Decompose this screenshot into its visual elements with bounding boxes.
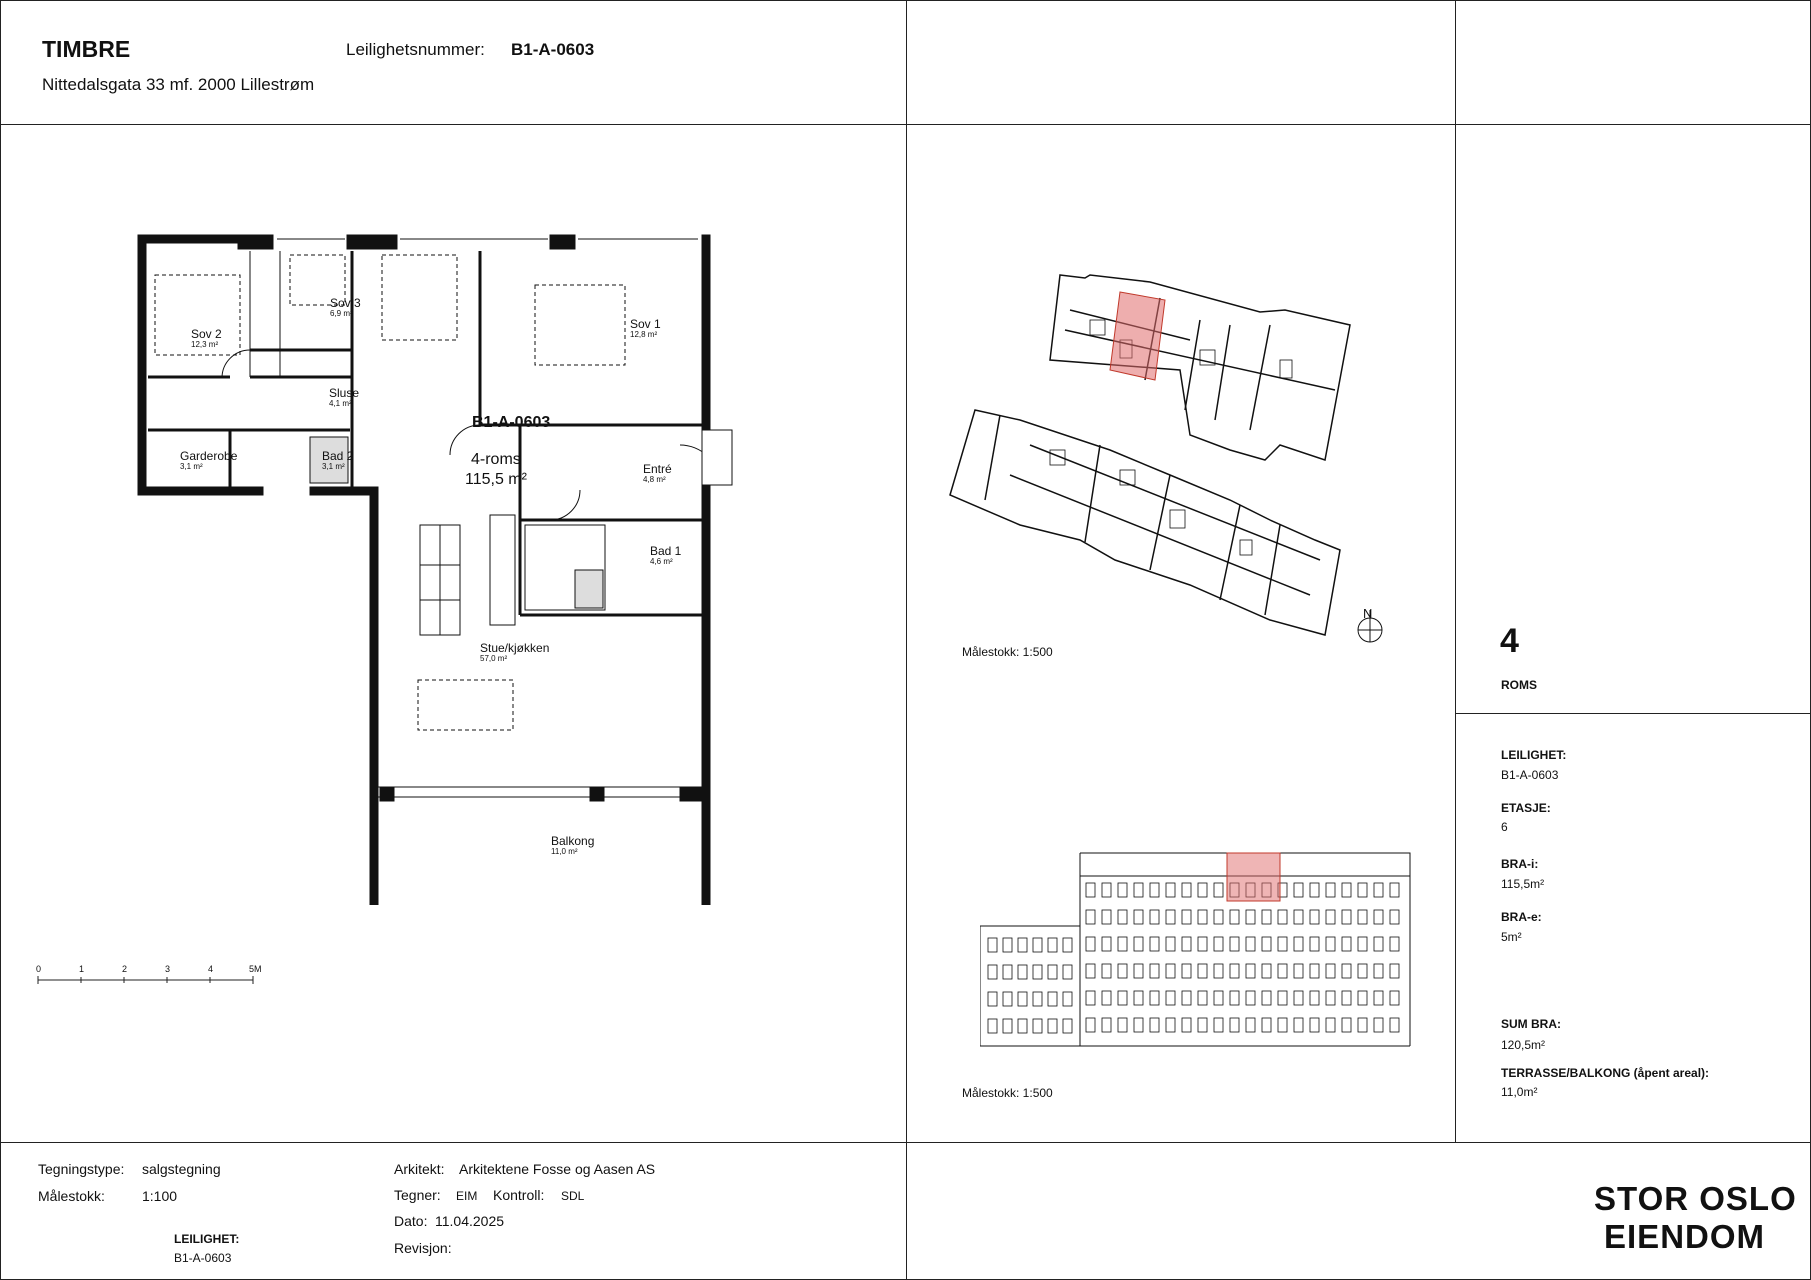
header-col-divider-2 xyxy=(1455,0,1456,124)
facade-window xyxy=(1390,883,1399,897)
scale-bar xyxy=(30,960,270,990)
footer-arkitekt-label: Arkitekt: xyxy=(394,1161,445,1177)
facade-window xyxy=(1342,964,1351,978)
unit-number: B1-A-0603 xyxy=(511,40,595,59)
facade-window xyxy=(1294,1018,1303,1032)
facade-window xyxy=(1230,910,1239,924)
facade-window xyxy=(1358,991,1367,1005)
facade-window xyxy=(1198,991,1207,1005)
facade-window xyxy=(1214,964,1223,978)
facade-window xyxy=(1166,910,1175,924)
facade-window xyxy=(988,965,997,979)
summary-sum-bra-label: SUM BRA: xyxy=(1501,1017,1561,1031)
facade-window xyxy=(1278,964,1287,978)
room-stue-kjokken xyxy=(480,642,549,664)
unit-number-label: Leilighetsnummer: xyxy=(346,40,485,59)
scale-tick-1: 1 xyxy=(79,964,85,974)
footer-kontroll-value: SDL xyxy=(561,1189,585,1203)
room-name: Garderobe xyxy=(180,449,238,463)
north-label: N xyxy=(1363,606,1373,621)
room-name: Sluse xyxy=(329,386,360,400)
facade-window xyxy=(1278,991,1287,1005)
facade-window xyxy=(988,992,997,1006)
facade-window xyxy=(1390,910,1399,924)
facade-window xyxy=(1134,910,1143,924)
facade-window xyxy=(1118,937,1127,951)
room-name: Sov 2 xyxy=(191,327,222,341)
facade-window xyxy=(1198,937,1207,951)
facade-window xyxy=(1390,937,1399,951)
facade-window xyxy=(1118,910,1127,924)
summary-etasje-value: 6 xyxy=(1501,820,1508,834)
facade-window xyxy=(1102,937,1111,951)
summary-leilighet-value: B1-A-0603 xyxy=(1501,768,1559,782)
facade-window xyxy=(1358,937,1367,951)
plan-unit-label: B1-A-0603 xyxy=(472,414,551,431)
plan-unit-type: 4-roms xyxy=(471,451,521,468)
facade-window xyxy=(1048,992,1057,1006)
facade-window xyxy=(1214,883,1223,897)
facade-window xyxy=(1118,964,1127,978)
facade-window xyxy=(1294,964,1303,978)
room-sov-1 xyxy=(630,318,661,340)
facade-window xyxy=(1150,937,1159,951)
facade-window xyxy=(1342,910,1351,924)
facade-window xyxy=(1358,964,1367,978)
summary-bra-e-label: BRA-e: xyxy=(1501,910,1542,924)
room-name: Bad 2 xyxy=(322,449,354,463)
facade-window xyxy=(1310,964,1319,978)
facade-window xyxy=(1048,1019,1057,1033)
room-entre xyxy=(643,463,672,485)
facade-window xyxy=(1198,964,1207,978)
facade-window xyxy=(1134,937,1143,951)
plan-unit-area: 115,5 m² xyxy=(465,471,527,488)
summary-bra-e-value: 5m² xyxy=(1501,930,1522,944)
facade-window xyxy=(1214,1018,1223,1032)
facade-window xyxy=(1150,991,1159,1005)
summary-terrasse-label: TERRASSE/BALKONG (åpent areal): xyxy=(1501,1066,1710,1080)
scale-tick-0: 0 xyxy=(36,964,42,974)
facade-window xyxy=(1310,910,1319,924)
rooms-label: ROMS xyxy=(1501,678,1537,692)
facade-window xyxy=(1063,992,1072,1006)
room-bad-1 xyxy=(650,545,681,567)
footer-dato-label: Dato: xyxy=(394,1213,428,1229)
facade-window xyxy=(1262,910,1271,924)
facade-window xyxy=(1166,991,1175,1005)
room-area: 3,1 m² xyxy=(180,462,203,472)
footer-malestokk-label: Målestokk: xyxy=(38,1188,105,1204)
facade-window xyxy=(1342,883,1351,897)
facade-window xyxy=(1326,883,1335,897)
facade-window xyxy=(1048,938,1057,952)
facade-window xyxy=(1390,964,1399,978)
facade-window xyxy=(1086,910,1095,924)
footer-dato-value: 11.04.2025 xyxy=(435,1213,505,1229)
plan-divider xyxy=(906,124,907,1142)
scale-tick-2: 2 xyxy=(122,964,128,974)
facade-window xyxy=(1086,937,1095,951)
facade-window xyxy=(1326,964,1335,978)
facade-window xyxy=(1063,938,1072,952)
facade-window xyxy=(1102,964,1111,978)
facade-window xyxy=(1278,937,1287,951)
facade-scale: Målestokk: 1:500 xyxy=(962,1086,1053,1100)
scale-tick-3: 3 xyxy=(165,964,171,974)
room-name: Balkong xyxy=(551,834,595,848)
footer-col-divider xyxy=(906,1142,907,1280)
facade-window xyxy=(1310,883,1319,897)
facade-window xyxy=(1086,1018,1095,1032)
facade-window xyxy=(1326,991,1335,1005)
facade-window xyxy=(1166,964,1175,978)
facade-window xyxy=(1018,965,1027,979)
facade-window xyxy=(1150,883,1159,897)
facade-window xyxy=(1278,910,1287,924)
room-garderobe xyxy=(180,450,237,472)
facade-window xyxy=(1102,883,1111,897)
facade-window xyxy=(1294,883,1303,897)
facade-window xyxy=(1374,1018,1383,1032)
facade-window xyxy=(1134,964,1143,978)
facade-window xyxy=(1262,1018,1271,1032)
facade-window xyxy=(1018,992,1027,1006)
facade-window xyxy=(1102,910,1111,924)
facade-window xyxy=(1342,937,1351,951)
facade-window xyxy=(1134,991,1143,1005)
facade-window xyxy=(1033,992,1042,1006)
facade-window xyxy=(1262,937,1271,951)
footer-tegningstype-label: Tegningstype: xyxy=(38,1161,125,1177)
facade-window xyxy=(1358,883,1367,897)
footer-tegner-value: EIM xyxy=(456,1189,478,1203)
header-col-divider-1 xyxy=(906,0,907,124)
room-area: 12,3 m² xyxy=(191,340,219,350)
facade-window xyxy=(1326,937,1335,951)
facade-window xyxy=(1374,937,1383,951)
facade-window xyxy=(1086,883,1095,897)
summary-bra-i-value: 115,5m² xyxy=(1501,877,1545,891)
facade-window xyxy=(1246,991,1255,1005)
footer-tegningstype-value: salgstegning xyxy=(142,1161,221,1177)
project-title: TIMBRE xyxy=(42,36,131,62)
facade-window xyxy=(1048,965,1057,979)
footer-revisjon-label: Revisjon: xyxy=(394,1240,452,1256)
facade-window xyxy=(1262,991,1271,1005)
room-balkong xyxy=(551,835,594,857)
facade-window xyxy=(1166,883,1175,897)
facade-window xyxy=(1214,991,1223,1005)
facade-window xyxy=(1294,937,1303,951)
scale-tick-4: 4 xyxy=(208,964,214,974)
facade-window xyxy=(1278,1018,1287,1032)
summary-sum-bra-value: 120,5m² xyxy=(1501,1038,1546,1052)
facade-window xyxy=(1182,1018,1191,1032)
facade-window xyxy=(1033,1019,1042,1033)
footer-malestokk-value: 1:100 xyxy=(142,1188,178,1204)
room-area: 4,6 m² xyxy=(650,557,673,567)
facade-window xyxy=(1182,991,1191,1005)
facade-window xyxy=(1230,937,1239,951)
facade-window xyxy=(1326,910,1335,924)
room-area: 4,1 m² xyxy=(329,399,352,409)
facade-window xyxy=(1018,938,1027,952)
facade-window xyxy=(1003,992,1012,1006)
room-area: 12,8 m² xyxy=(630,330,658,340)
facade-window xyxy=(1374,910,1383,924)
facade-window xyxy=(1118,1018,1127,1032)
facade-window xyxy=(1102,1018,1111,1032)
facade-window xyxy=(1166,937,1175,951)
facade-window xyxy=(988,1019,997,1033)
facade-window xyxy=(1198,910,1207,924)
scale-tick-5: 5M xyxy=(249,964,262,974)
room-area: 4,8 m² xyxy=(643,475,666,485)
room-area: 6,9 m² xyxy=(330,309,353,319)
footer-tegner-label: Tegner: xyxy=(394,1187,441,1203)
facade-window xyxy=(1246,910,1255,924)
facade-window xyxy=(1358,910,1367,924)
facade-window xyxy=(1086,991,1095,1005)
facade-window xyxy=(1063,1019,1072,1033)
facade-window xyxy=(1198,883,1207,897)
facade-window xyxy=(1118,883,1127,897)
facade-window xyxy=(1310,937,1319,951)
facade-window xyxy=(1310,1018,1319,1032)
facade-window xyxy=(1310,991,1319,1005)
facade-window xyxy=(1182,883,1191,897)
room-area: 57,0 m² xyxy=(480,654,508,664)
facade-window xyxy=(1033,938,1042,952)
facade-window xyxy=(1230,1018,1239,1032)
facade-window xyxy=(1374,991,1383,1005)
facade-window xyxy=(1182,910,1191,924)
facade-window xyxy=(1003,1019,1012,1033)
facade-window xyxy=(1230,964,1239,978)
room-area: 3,1 m² xyxy=(322,462,345,472)
facade-window xyxy=(1150,910,1159,924)
room-name: Stue/kjøkken xyxy=(480,641,550,655)
summary-inner-divider xyxy=(1455,713,1811,714)
footer-arkitekt-value: Arkitektene Fosse og Aasen AS xyxy=(459,1161,656,1177)
footer-leilighet-value: B1-A-0603 xyxy=(174,1251,232,1265)
facade-window xyxy=(1246,937,1255,951)
facade-window xyxy=(1390,1018,1399,1032)
facade-window xyxy=(1134,883,1143,897)
summary-terrasse-value: 11,0m² xyxy=(1501,1085,1538,1099)
footer-leilighet-label: LEILIGHET: xyxy=(174,1232,240,1246)
facade-window xyxy=(1294,910,1303,924)
facade-window xyxy=(1063,965,1072,979)
facade-window xyxy=(1262,964,1271,978)
facade-window xyxy=(1086,964,1095,978)
facade-window xyxy=(1118,991,1127,1005)
site-map xyxy=(940,270,1430,670)
room-name: Sov 1 xyxy=(630,317,661,331)
room-sluse xyxy=(329,387,359,409)
project-address: Nittedalsgata 33 mf. 2000 Lillestrøm xyxy=(42,75,315,94)
facade-window xyxy=(1003,938,1012,952)
facade-window xyxy=(1198,1018,1207,1032)
facade-window xyxy=(1102,991,1111,1005)
site-map-scale: Målestokk: 1:500 xyxy=(962,645,1053,659)
room-area: 11,0 m² xyxy=(551,847,578,857)
facade-window xyxy=(1374,964,1383,978)
facade-window xyxy=(988,938,997,952)
summary-leilighet-label: LEILIGHET: xyxy=(1501,748,1567,762)
rooms-count: 4 xyxy=(1500,622,1519,660)
facade-window xyxy=(1003,965,1012,979)
facade-window xyxy=(1214,910,1223,924)
room-name: Sov 3 xyxy=(330,296,361,310)
facade-windows xyxy=(988,883,1399,1033)
facade-window xyxy=(1342,1018,1351,1032)
facade-window xyxy=(1033,965,1042,979)
room-name: Bad 1 xyxy=(650,544,682,558)
room-sov-2 xyxy=(191,328,222,350)
facade-window xyxy=(1230,991,1239,1005)
facade-window xyxy=(1358,1018,1367,1032)
facade-window xyxy=(1182,964,1191,978)
facade-window xyxy=(1166,1018,1175,1032)
logo-line-1: STOR OSLO xyxy=(1594,1180,1797,1217)
summary-bra-i-label: BRA-i: xyxy=(1501,857,1539,871)
room-sov-3 xyxy=(330,297,361,319)
room-name: Entré xyxy=(643,462,672,476)
facade-elevation xyxy=(980,848,1420,1048)
facade-window xyxy=(1214,937,1223,951)
facade-window xyxy=(1326,1018,1335,1032)
summary-etasje-label: ETASJE: xyxy=(1501,801,1551,815)
facade-window xyxy=(1150,964,1159,978)
facade-window xyxy=(1294,991,1303,1005)
facade-window xyxy=(1246,1018,1255,1032)
facade-window xyxy=(1018,1019,1027,1033)
logo-line-2: EIENDOM xyxy=(1604,1218,1766,1255)
footer-kontroll-label: Kontroll: xyxy=(493,1187,545,1203)
facade-window xyxy=(1134,1018,1143,1032)
summary-divider xyxy=(1455,124,1456,1142)
facade-window xyxy=(1390,991,1399,1005)
facade-window xyxy=(1150,1018,1159,1032)
facade-window xyxy=(1246,964,1255,978)
facade-window xyxy=(1182,937,1191,951)
room-bad-2 xyxy=(322,450,353,472)
facade-window xyxy=(1374,883,1383,897)
facade-window xyxy=(1342,991,1351,1005)
